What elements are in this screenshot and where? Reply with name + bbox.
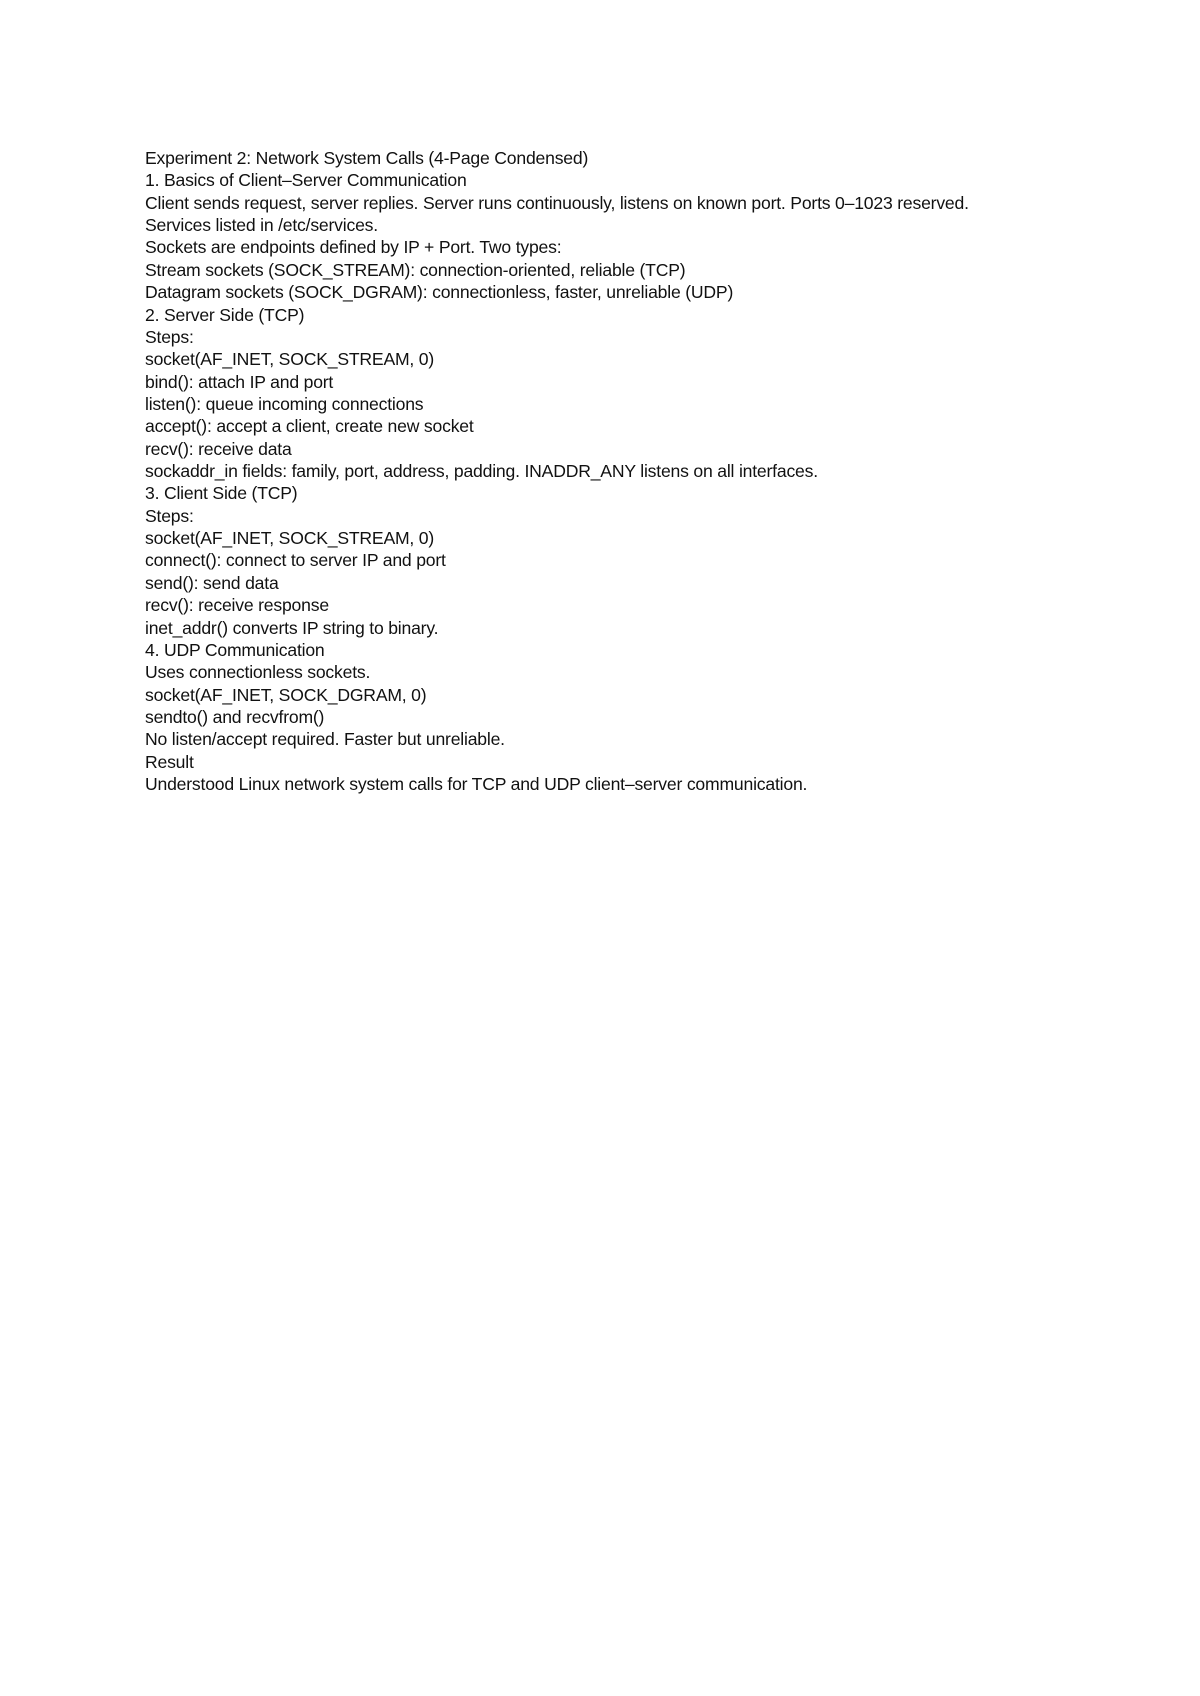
text-line: recv(): receive data [145,438,292,459]
text-line: Client sends request, server replies. Server runs continuously, listens on known port. Ports 0–1023 reserved. Services listed in /etc/services. [145,192,969,236]
text-line: connect(): connect to server IP and port [145,550,446,571]
text-line: Datagram sockets (SOCK_DGRAM): connectionless, faster, unreliable (UDP) [145,282,734,303]
text-line: Sockets are endpoints defined by IP + Port. Two types: [145,237,562,258]
text-line: sendto() and recvfrom() [145,706,325,727]
text-line: listen(): queue incoming connections [145,393,424,414]
text-line: socket(AF_INET, SOCK_DGRAM, 0) [145,684,427,705]
text-line: Steps: [145,326,194,347]
text-line: recv(): receive response [145,595,329,616]
text-line: accept(): accept a client, create new socket [145,416,474,437]
document-title: Experiment 2: Network System Calls (4-Page Condensed) [145,148,589,168]
text-line: No listen/accept required. Faster but unreliable. [145,729,505,750]
text-line: 3. Client Side (TCP) [145,483,298,504]
text-line: Uses connectionless sockets. [145,662,371,683]
text-line: 2. Server Side (TCP) [145,304,305,325]
text-line: Understood Linux network system calls for TCP and UDP client–server communication. [145,774,808,795]
text-line: Result [145,751,194,772]
text-line: Steps: [145,505,194,526]
text-line: socket(AF_INET, SOCK_STREAM, 0) [145,528,435,549]
document-body [145,147,985,795]
text-line: Stream sockets (SOCK_STREAM): connection-oriented, reliable (TCP) [145,259,686,280]
text-line: send(): send data [145,572,279,593]
text-line: inet_addr() converts IP string to binary. [145,617,439,638]
text-line: sockaddr_in fields: family, port, address, padding. INADDR_ANY listens on all interfaces. [145,461,818,482]
text-line: 1. Basics of Client–Server Communication [145,170,467,191]
text-line: bind(): attach IP and port [145,371,334,392]
text-line: socket(AF_INET, SOCK_STREAM, 0) [145,349,435,370]
text-line: 4. UDP Communication [145,639,325,660]
